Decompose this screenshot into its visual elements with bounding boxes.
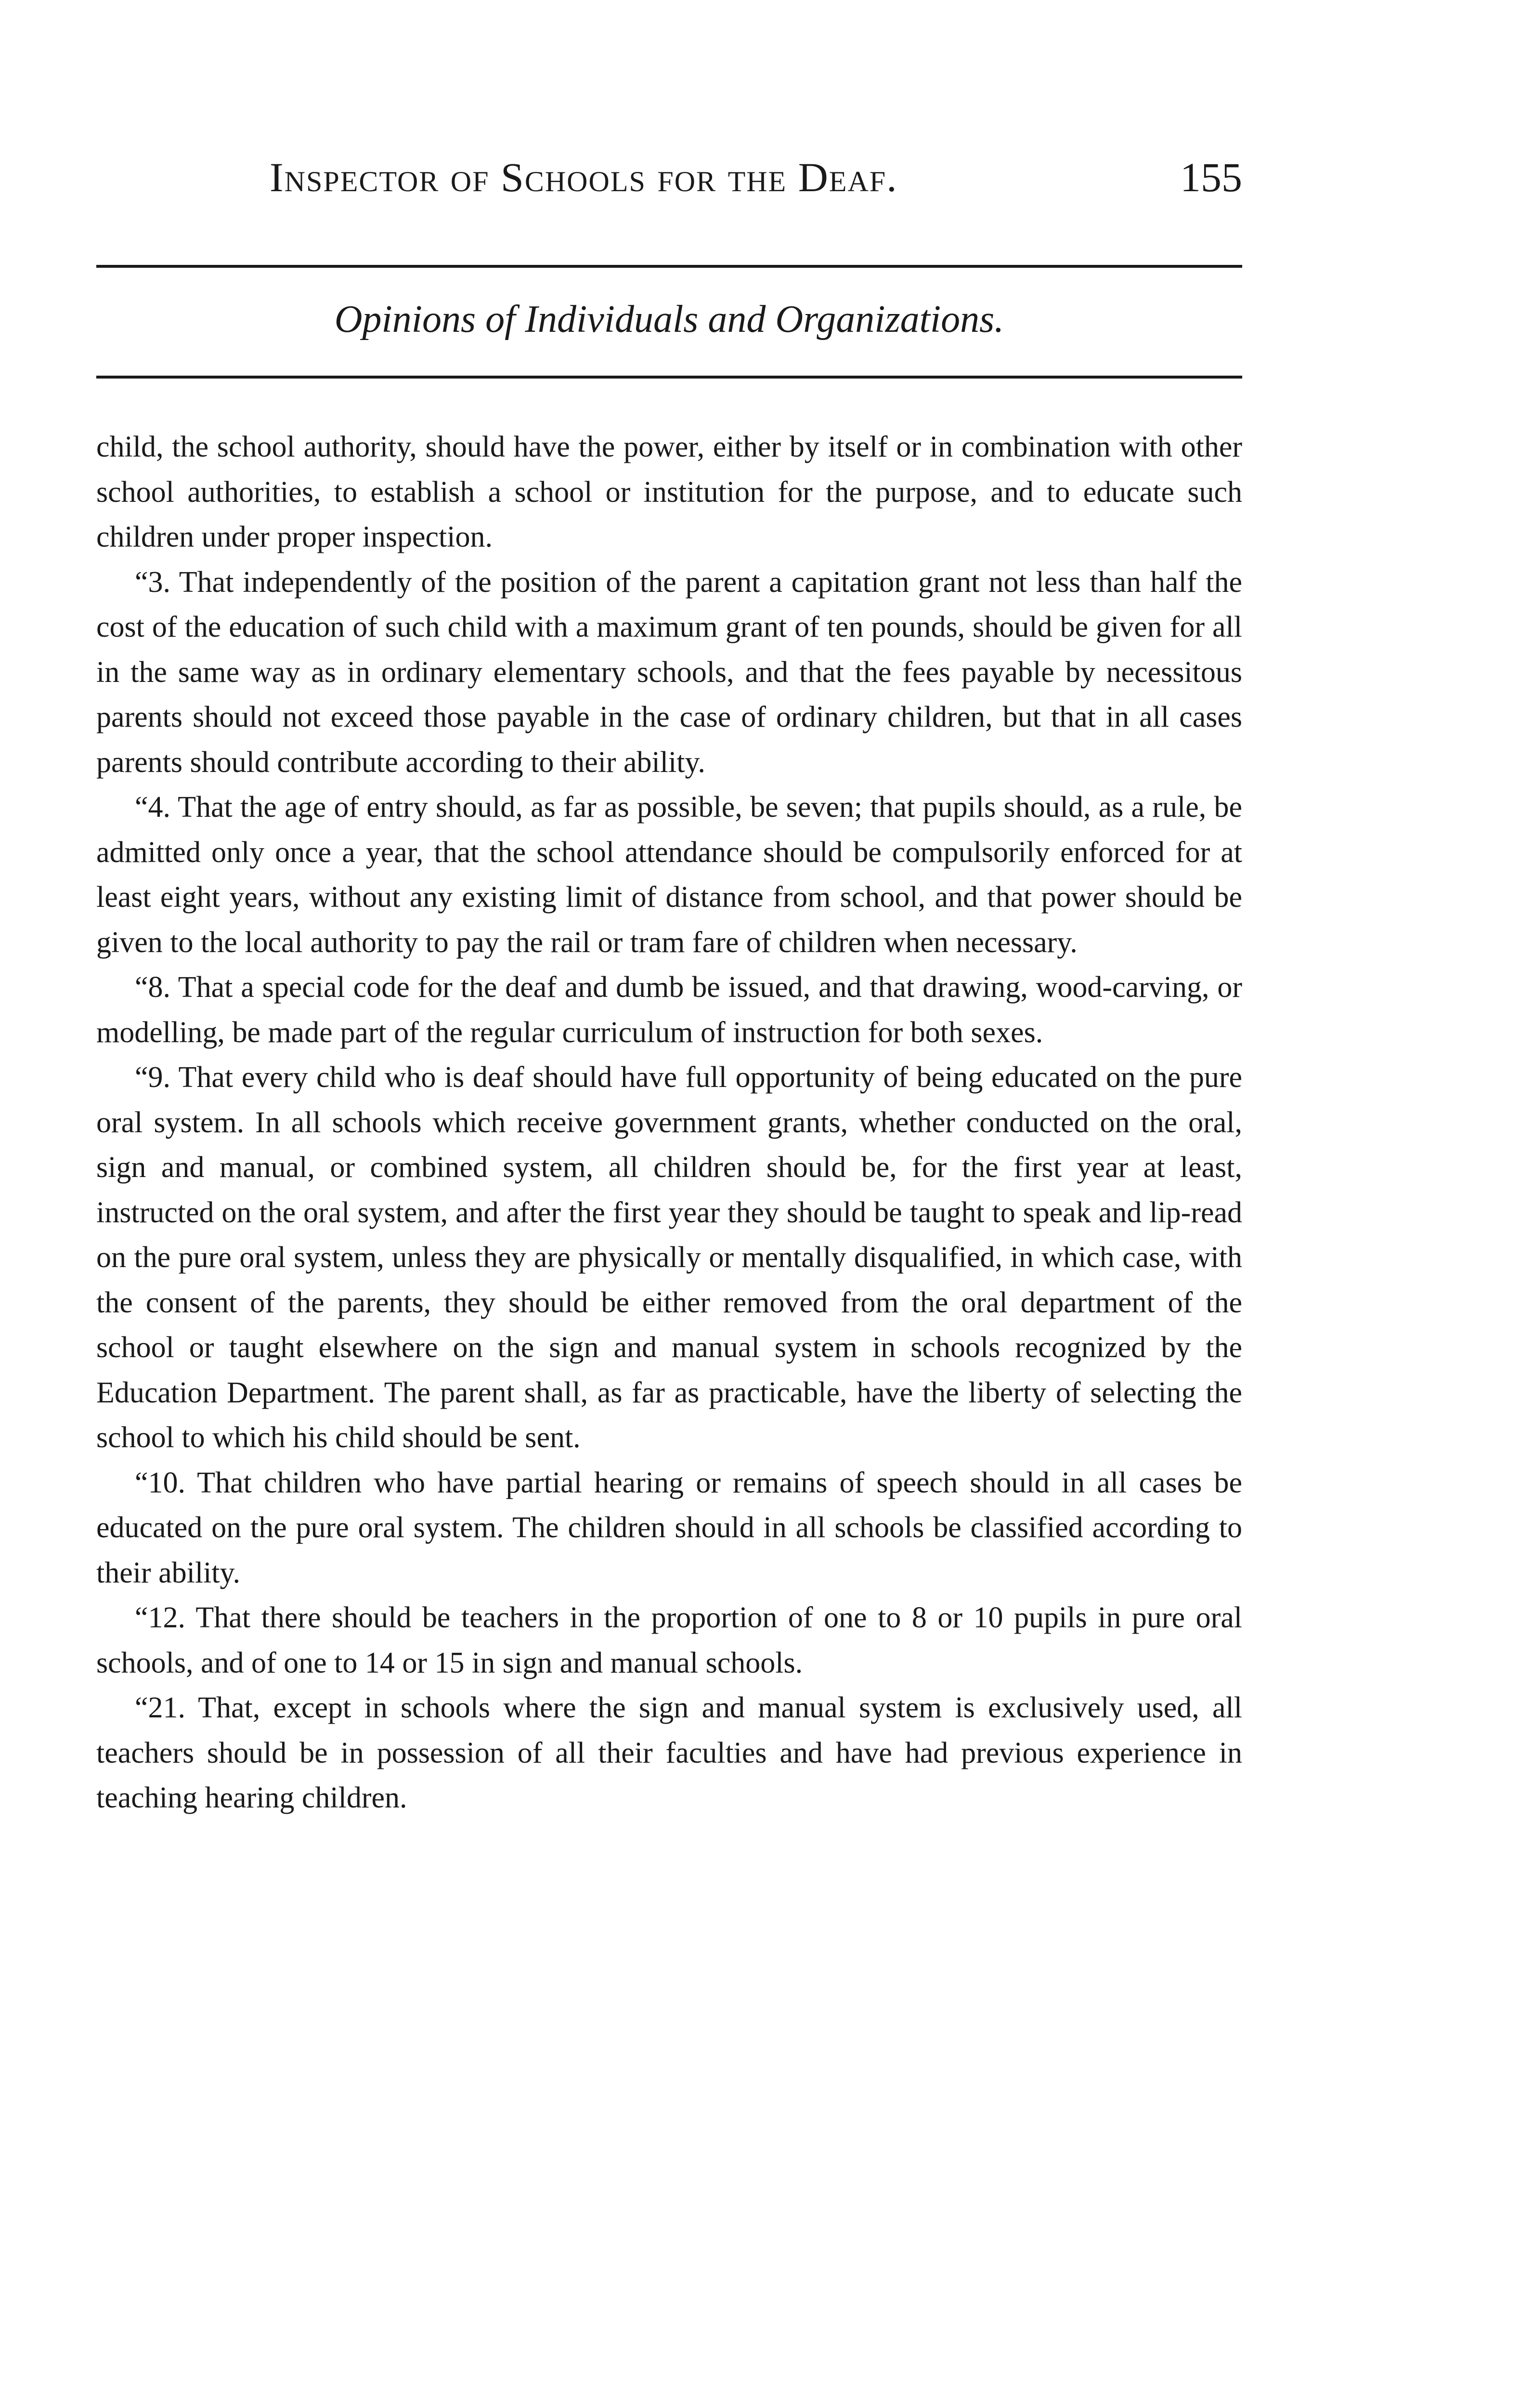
book-page <box>96 0 1242 2408</box>
running-head <box>96 153 1242 211</box>
body-text <box>96 425 1242 1821</box>
header-rule-bottom <box>96 376 1242 379</box>
paragraph-item-4: “4. That the age of entry should, as far as possible, be seven; that pupils should, as a rule, be admitted only once a year, that the school attendance should be compulsorily enforced for at least eight years, without any existing limit of distance from school, and that power should be given to the local authority to pay the rail or tram fare of children when necessary. <box>96 791 1242 959</box>
section-title: Opinions of Individuals and Organizations. <box>334 298 1004 340</box>
paragraph-item-10: “10. That children who have partial hearing or remains of speech should in all cases be educated on the pure oral system. The children should in all schools be classified according to their ability. <box>96 1466 1242 1589</box>
paragraph-item-9: “9. That every child who is deaf should have full opportunity of being educated on the pure oral system. In all schools which receive government grants, whether conducted on the oral, sign and manual, or combined system, all children should be, for the first year at least, instructed on the oral system, and after the first year they should be taught to speak and lip-read on the pure oral system, unless they are physically or mentally disqualified, in which case, with the consent of the parents, they should be either removed from the oral department of the school or taught elsewhere on the sign and manual system in schools recognized by the Education Department. The parent shall, as far as practicable, have the liberty of selecting the school to which his child should be sent. <box>96 1061 1242 1454</box>
paragraph-item-21: “21. That, except in schools where the sign and manual system is exclusively used, all teachers should be in possession of all their faculties and have had previous experience in teaching hearing children. <box>96 1691 1242 1814</box>
paragraph-continued: child, the school authority, should have the power, either by itself or in combination with other school authorities, to establish a school or institution for the purpose, and to educate such children under proper inspection. <box>96 431 1242 553</box>
paragraph-item-12: “12. That there should be teachers in the proportion of one to 8 or 10 pupils in pure oral schools, and of one to 14 or 15 in sign and manual schools. <box>96 1601 1242 1679</box>
paragraph-item-3: “3. That independently of the position of the parent a capitation grant not less than half the cost of the education of such child with a maximum grant of ten pounds, should be given for all in the same way as in ordinary elementary schools, and that the fees payable by necessitous parents should not exceed those payable in the case of ordinary children, but that in all cases parents should contribute according to their ability. <box>96 565 1242 779</box>
header-rule-top <box>96 265 1242 268</box>
page-number: 155 <box>1180 154 1242 200</box>
running-title: Inspector of Schools for the Deaf. <box>270 154 898 200</box>
paragraph-item-8: “8. That a special code for the deaf and dumb be issued, and that drawing, wood-carving, or modelling, be made part of the regular curriculum of instruction for both sexes. <box>96 971 1242 1049</box>
